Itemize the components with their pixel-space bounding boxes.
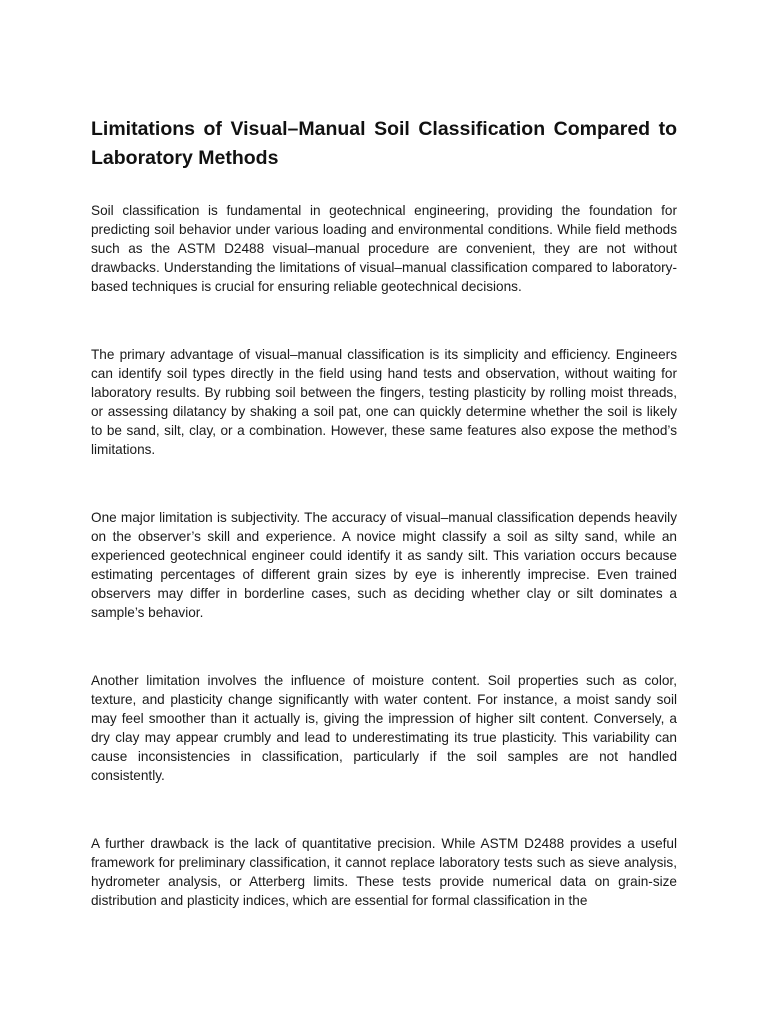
paragraph-advantages: The primary advantage of visual–manual classification is its simplicity and efficiency. Engineers can identify soil types directly in the field using hand tests and observation, without waiting for laboratory results. By rubbing soil between the fingers, testing plasticity by rolling moist threads, or assessing dilatancy by shaking a soil pat, one can quickly determine whether the soil is likely to be sand, silt, clay, or a combination. However, these same features also expose the method’s limitations. [91, 347, 677, 457]
paragraph-introduction: Soil classification is fundamental in geotechnical engineering, providing the foundation for predicting soil behavior under various loading and environmental conditions. While field methods such as the ASTM D2488 visual–manual procedure are convenient, they are not without drawbacks. Understanding the limitations of visual–manual classification compared to laboratory-based techniques is crucial for ensuring reliable geotechnical decisions. [91, 203, 677, 294]
paragraph-quantitative-precision: A further drawback is the lack of quantitative precision. While ASTM D2488 provides a useful framework for preliminary classification, it cannot replace laboratory tests such as sieve analysis, hydrometer analysis, or Atterberg limits. These tests provide numerical data on grain-size distribution and plasticity indices, which are essential for formal classification in the [91, 836, 677, 908]
document-page [91, 115, 677, 910]
document-title: Limitations of Visual–Manual Soil Classification Compared to Laboratory Methods [91, 118, 677, 169]
paragraph-subjectivity: One major limitation is subjectivity. The accuracy of visual–manual classification depends heavily on the observer’s skill and experience. A novice might classify a soil as silty sand, while an experienced geotechnical engineer could identify it as sandy silt. This variation occurs because estimating percentages of different grain sizes by eye is inherently imprecise. Even trained observers may differ in borderline cases, such as deciding whether clay or silt dominates a sample’s behavior. [91, 510, 677, 620]
paragraph-moisture-content: Another limitation involves the influence of moisture content. Soil properties such as color, texture, and plasticity change significantly with water content. For instance, a moist sandy soil may feel smoother than it actually is, giving the impression of higher silt content. Conversely, a dry clay may appear crumbly and lead to underestimating its true plasticity. This variability can cause inconsistencies in classification, particularly if the soil samples are not handled consistently. [91, 673, 677, 783]
